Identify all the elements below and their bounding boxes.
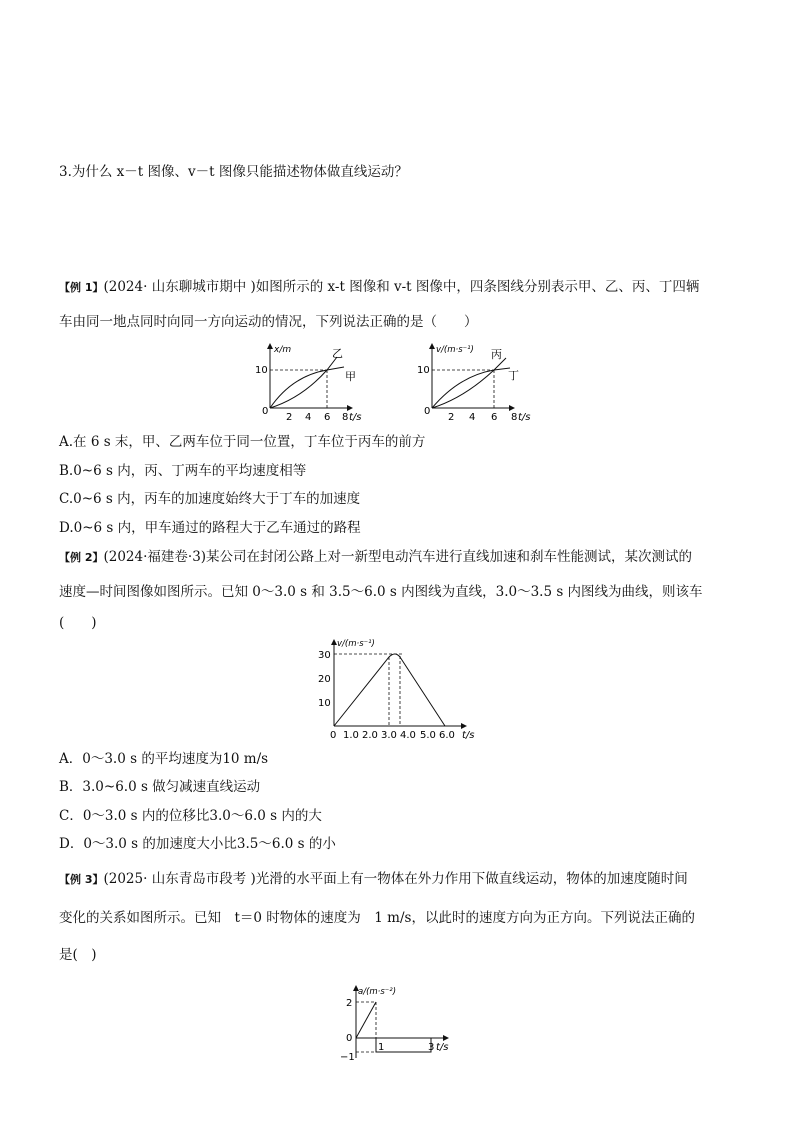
at-ylabel: a/(m·s⁻²) <box>358 987 397 997</box>
example-1-option-c: C.0~6 s 内，丙车的加速度始终大于丁车的加速度 <box>59 491 361 507</box>
vt1-y10: 10 <box>417 365 430 376</box>
example-3-stem-line1: 【例 3】(2025· 山东青岛市段考 )光滑的水平面上有一物体在外力作用下做直线运动，物体的加速度随时间 <box>59 871 688 887</box>
vt2-xlabel: t/s <box>462 730 475 741</box>
at-graph <box>336 982 461 1062</box>
xt-graph <box>252 338 362 424</box>
example-2-option-a: A．0～3.0 s 的平均速度为10 m/s <box>59 751 269 767</box>
xt-origin: 0 <box>262 406 269 417</box>
example-2-stem-line2: 速度—时间图像如图所示。已知 0～3.0 s 和 3.5～6.0 s 内图线为直线，3.0～3.5 s 内图线为曲线，则该车 <box>59 584 703 600</box>
example-2-stem-line3: ( ) <box>59 615 97 631</box>
example-2-stem-line1: 【例 2】(2024·福建卷·3)某公司在封闭公路上对一新型电动汽车进行直线加速和刹车性能测试，某次测试的 <box>59 549 693 565</box>
example-1-tag: 【例 1】 <box>59 281 104 294</box>
example-3-stem-line3: 是( ) <box>59 947 97 963</box>
example-3-stem-line2: 变化的关系如图所示。已知 t＝0 时物体的速度为 1 m/s，以此时的速度方向为正方向。下列说法正确的 <box>59 910 695 926</box>
example-2-option-c: C．0～3.0 s 内的位移比3.0～6.0 s 内的大 <box>59 808 322 824</box>
at-y2: 2 <box>346 998 353 1009</box>
vt1-tick-8: 8 <box>511 412 518 423</box>
vt2-x4: 4.0 <box>400 730 416 741</box>
example-1-option-a: A.在 6 s 末，甲、乙两车位于同一位置，丁车位于丙车的前方 <box>59 434 426 450</box>
example-1-stem-line1: 【例 1】(2024· 山东聊城市期中 )如图所示的 x-t 图像和 v-t 图像中，四条图线分别表示甲、乙、丙、丁四辆 <box>59 279 700 295</box>
example-1-option-b: B.0~6 s 内，丙、丁两车的平均速度相等 <box>59 463 307 479</box>
vt2-x0: 0 <box>330 730 337 741</box>
xt-xlabel: t/s <box>349 412 362 423</box>
label-jia: 甲 <box>345 370 356 383</box>
accel-ramp <box>356 1002 376 1038</box>
curve-ding <box>432 368 510 408</box>
at-xlabel: t/s <box>436 1042 449 1053</box>
vt2-ylabel: v/(m·s⁻¹) <box>337 639 375 649</box>
vt2-y10: 10 <box>318 698 331 709</box>
vt1-origin: 0 <box>424 406 431 417</box>
at-y0: 0 <box>346 1033 353 1044</box>
vt1-tick-2: 2 <box>448 412 455 423</box>
vt2-y20: 20 <box>318 674 331 685</box>
vt-graph-2 <box>316 636 481 742</box>
question-3: 3.为什么 x－t 图像、v－t 图像只能描述物体做直线运动？ <box>59 164 408 180</box>
label-yi: 乙 <box>332 347 343 360</box>
vt1-xlabel: t/s <box>518 412 531 423</box>
example-1-stem-line2: 车由同一地点同时向同一方向运动的情况，下列说法正确的是（ ） <box>59 314 478 330</box>
vt2-x5: 5.0 <box>420 730 436 741</box>
vt2-x2: 2.0 <box>362 730 378 741</box>
xt-tick-2: 2 <box>286 412 293 423</box>
example-2-option-d: D．0～3.0 s 的加速度大小比3.5～6.0 s 的小 <box>59 836 336 852</box>
vt1-tick-6: 6 <box>491 412 498 423</box>
curve-jia <box>270 367 344 408</box>
example-1-option-d: D.0~6 s 内，甲车通过的路程大于乙车通过的路程 <box>59 520 361 536</box>
vt2-x1: 1.0 <box>343 730 359 741</box>
at-x3: 3 <box>428 1042 435 1053</box>
vt2-x3: 3.0 <box>381 730 397 741</box>
vt2-y30: 30 <box>318 650 331 661</box>
vt-graph-1 <box>414 338 529 424</box>
xt-tick-6: 6 <box>324 412 331 423</box>
vt1-tick-4: 4 <box>469 412 476 423</box>
vt2-x6: 6.0 <box>439 730 455 741</box>
label-ding: 丁 <box>508 369 519 382</box>
example-3-tag: 【例 3】 <box>59 873 104 886</box>
at-x1: 1 <box>378 1042 385 1053</box>
example-2-option-b: B．3.0~6.0 s 做匀减速直线运动 <box>59 779 261 795</box>
velocity-line <box>334 654 445 726</box>
xt-ylabel: x/m <box>274 345 292 355</box>
label-bing: 丙 <box>491 348 502 361</box>
xt-y10: 10 <box>255 365 268 376</box>
vt1-ylabel: v/(m·s⁻¹) <box>436 345 474 355</box>
xt-tick-8: 8 <box>342 412 349 423</box>
at-ym1: −1 <box>340 1052 355 1063</box>
curve-bing <box>432 358 506 408</box>
example-2-tag: 【例 2】 <box>59 551 104 564</box>
xt-tick-4: 4 <box>305 412 312 423</box>
